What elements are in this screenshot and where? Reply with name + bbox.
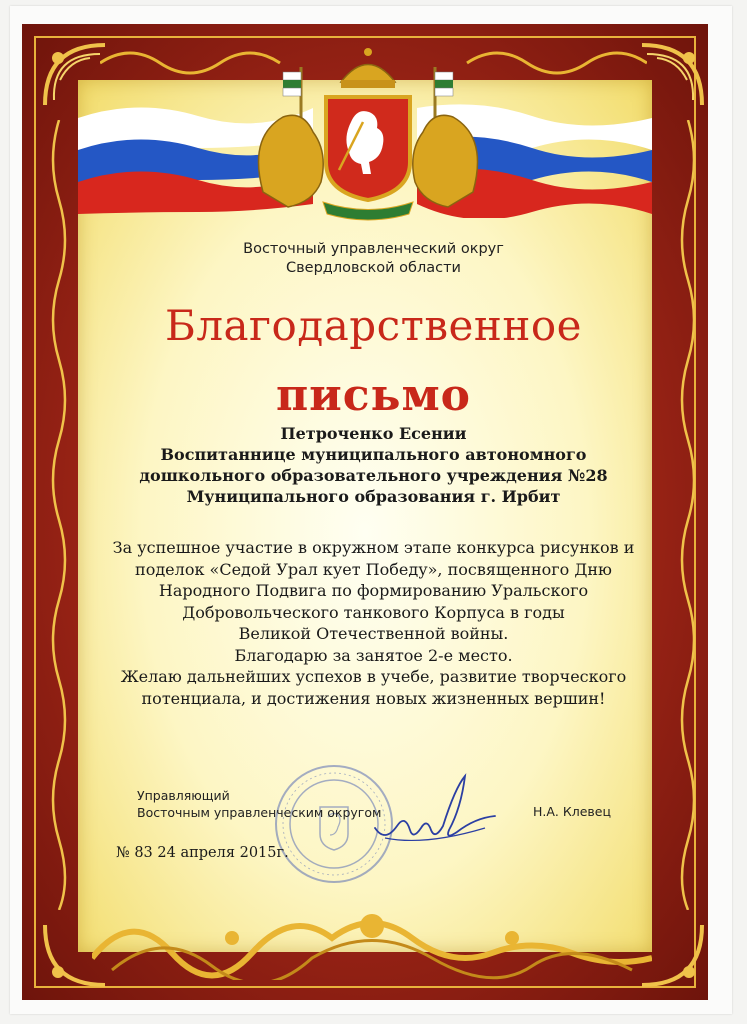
issuer-line-2: Свердловской области [286,260,461,276]
issuer-line-1: Восточный управленческий округ [243,241,504,257]
body-line-8: потенциала, и достижения новых жизненных вершин! [141,688,606,708]
handwritten-signature-icon [365,768,505,858]
body-line-2: поделок «Седой Урал кует Победу», посвященного Дню [135,559,612,579]
document-number-date: № 83 24 апреля 2015г. [116,845,289,861]
recipient-line-3: дошкольного образовательного учреждения №28 [139,466,608,485]
body-line-7: Желаю дальнейших успехов в учебе, развитие творческого [120,667,627,686]
title-line-1: Благодарственное [164,301,583,350]
body-line-1: За успешное участие в окружном этапе конкурса рисунков и [112,538,635,557]
body-line-6: Благодарю за занятое 2-е место. [234,645,513,665]
recipient-name: Петроченко Есении [280,424,467,443]
recipient-block [0,423,747,507]
right-vine-ornament-icon [673,120,703,910]
body-line-5: Великой Отечественной войны. [238,624,509,643]
signatory-title [137,787,381,821]
issuer-block [0,240,747,278]
signatory-title-line-2: Восточным управленческим округом [137,805,382,820]
signatory-title-line-1: Управляющий [137,788,230,803]
left-vine-ornament-icon [44,120,74,910]
body-line-3: Народного Подвига по формированию Уральского [158,581,589,600]
title-line-2: письмо [275,370,472,421]
body-line-4: Добровольческого танкового Корпуса в годы [182,602,565,622]
body-text [0,537,747,709]
bottom-gold-ornament-icon [92,898,652,980]
signatory-name: Н.А. Клевец [533,804,611,819]
recipient-line-4: Муниципального образования г. Ирбит [186,487,561,506]
recipient-line-2: Воспитаннице муниципального автономного [160,445,587,464]
top-gold-ornament-icon [100,38,647,78]
